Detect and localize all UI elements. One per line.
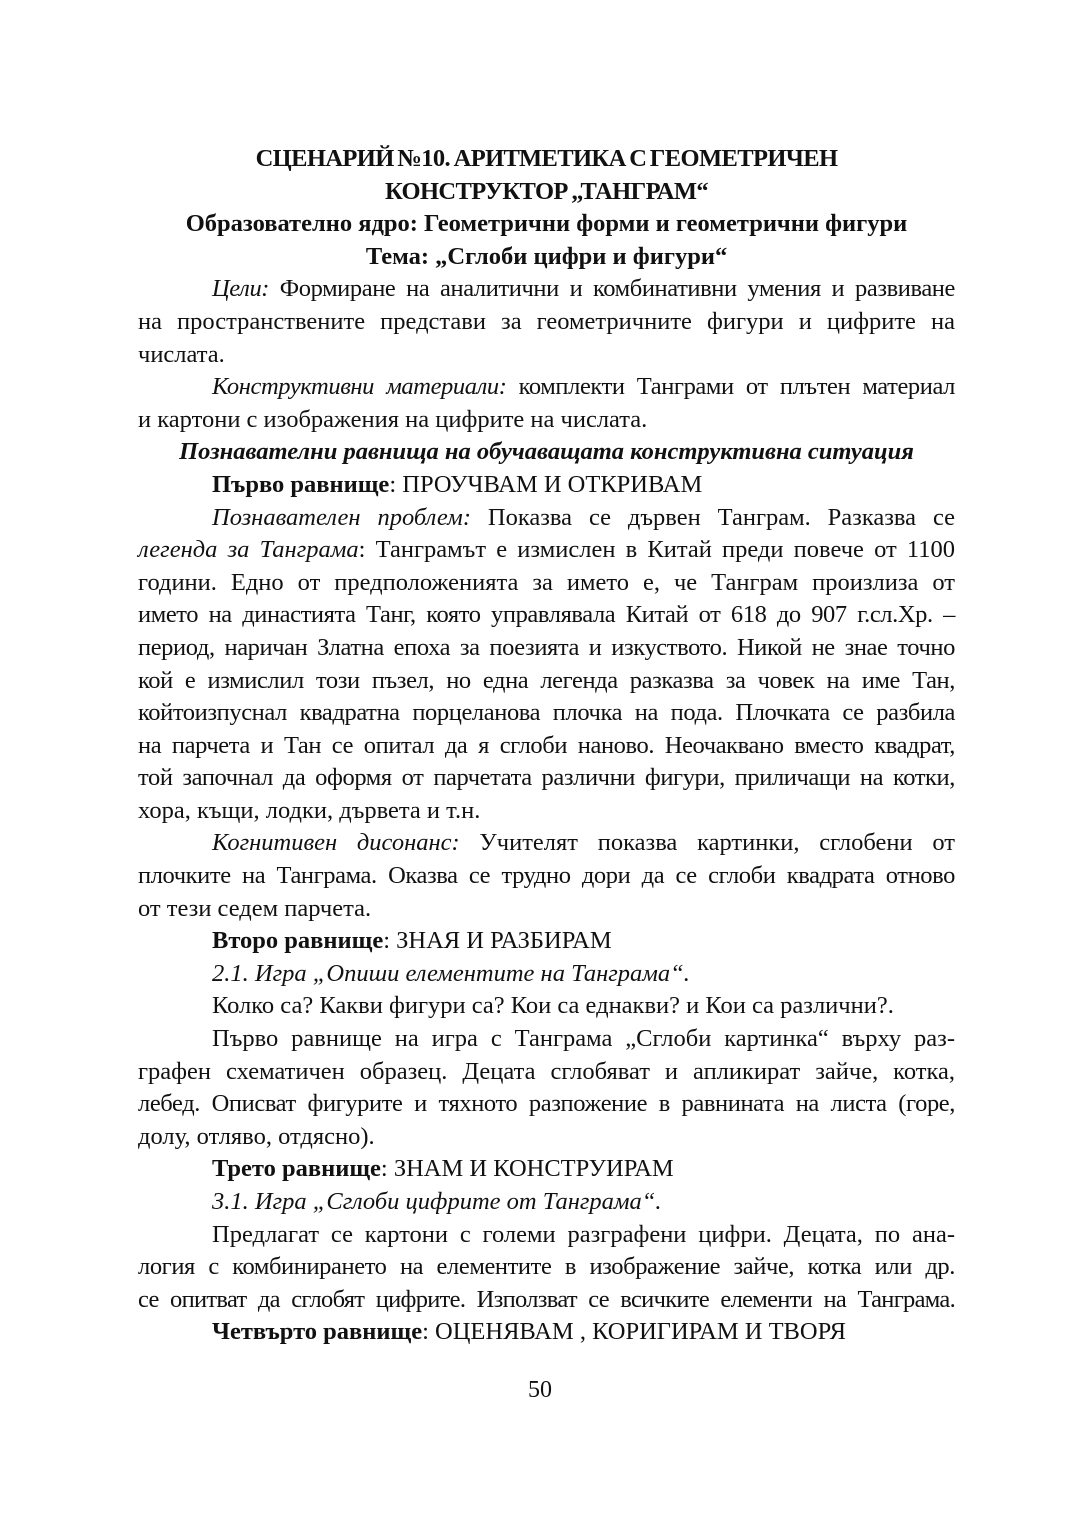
problem-text: Показва се дървен Танграм. Разказва се (470, 503, 955, 531)
level-1-line-10: хора, къщи, лодки, дървета и т.н. (138, 796, 481, 824)
educational-core-heading: Образователно ядро: Геометрични форми и геометрични фигури (185, 210, 908, 238)
level-1-value: : ПРОУЧВАМ И ОТКРИВАМ (389, 470, 703, 498)
dissonance-label: Когнитивен дисонанс: (212, 829, 460, 857)
scenario-title-line-2: КОНСТРУКТОР „ТАНГРАМ“ (384, 177, 709, 205)
level-1-heading (138, 469, 955, 502)
level-3-value: : ЗНАМ И КОНСТРУИРАМ (380, 1155, 674, 1183)
materials-line-1 (138, 371, 955, 404)
scenario-title-line-1: СЦЕНАРИЙ №10. АРИТМЕТИКА С ГЕОМЕТРИЧЕН (255, 145, 838, 172)
level-2-para-line-2: графен схематичен образец. Децата сглобяват и апликират зайче, котка, (138, 1057, 955, 1085)
dissonance-line-3: от тези седем парчета. (138, 894, 372, 922)
level-4-value: : ОЦЕНЯВАМ , КОРИГИРАМ И ТВОРЯ (422, 1318, 846, 1346)
level-1-line-3: години. Едно от предположенията за името е, че Танграм произлиза от (138, 568, 955, 596)
level-1-line-9: той започнал да оформя от парчетата различни фигури, приличащи на котки, (138, 764, 955, 792)
materials-label: Конструктивни материали: (212, 373, 507, 401)
legend-label: легенда за Танграма (138, 536, 359, 564)
goals-line-2: на пространствените представи за геометричните фигури и цифрите на (138, 307, 955, 335)
dissonance-line (138, 827, 955, 860)
level-4-label: Четвърто равнище (212, 1318, 423, 1346)
problem-label: Познавателен проблем: (212, 503, 471, 531)
level-4-heading (138, 1316, 955, 1349)
level-2-value: : ЗНАЯ И РАЗБИРАМ (383, 927, 612, 955)
game-2-1-title: 2.1. Игра „Опиши елементите на Танграма“. (212, 959, 690, 987)
game-3-1-title: 3.1. Игра „Сглоби цифрите от Танграма“. (212, 1188, 662, 1215)
level-2-para-line-3: лебед. Описват фигурите и тяхното разпожение в равнината на листа (горе, (138, 1090, 955, 1118)
legend-line (138, 534, 955, 567)
dissonance-line-2: плочките на Танграма. Оказва се трудно дори да се сглоби квадрата отново (138, 862, 955, 890)
cognitive-levels-heading: Познавателни равнища на обучаващата конструктивна ситуация (179, 438, 914, 466)
level-1-line-7: койтоизпуснал квадратна порцеланова плочка на пода. Плочката се разбила (138, 699, 955, 727)
materials-line-2: и картони с изображения на цифрите на числата. (138, 405, 648, 433)
level-2-para-line-4: долу, отляво, отдясно). (138, 1122, 375, 1150)
goals-label: Цели: (212, 275, 270, 303)
level-2-questions: Колко са? Какви фигури са? Кои са еднакви? и Кои са различни?. (212, 992, 894, 1020)
level-2-para-line-1: Първо равнище на игра с Танграма „Сглоби картинка“ върху раз- (212, 1025, 955, 1053)
goals-line-3: числата. (138, 340, 225, 368)
level-2-label: Второ равнище (212, 927, 384, 955)
page-number: 50 (528, 1376, 552, 1403)
theme-heading: Тема: „Сглоби цифри и фигури“ (365, 242, 728, 270)
level-2-heading (138, 925, 955, 958)
level-1-line-6: кой е измислил този пъзел, но една легенда разказва за човек на име Тан, (138, 666, 955, 694)
dissonance-text: Учителят показва картинки, сглобени от (459, 829, 956, 857)
level-1-line-8: на парчета и Тан се опитал да я сглоби наново. Неочаквано вместо квадрат, (138, 731, 955, 759)
page-content (138, 143, 955, 1404)
level-3-heading (138, 1153, 955, 1186)
legend-text: : Танграмът е измислен в Китай преди повече от 1100 (358, 536, 955, 564)
goals-line-1 (138, 273, 955, 306)
level-1-label: Първо равнище (212, 470, 390, 498)
level-3-para-line-1: Предлагат се картони с големи разграфени цифри. Децата, по ана- (212, 1220, 955, 1248)
problem-line (138, 502, 955, 535)
goals-text: Формиране на аналитични и комбинативни умения и развиване (269, 275, 955, 303)
level-3-para-line-2: логия с комбинирането на елементите в изображение зайче, котка или др. (138, 1253, 955, 1281)
level-3-label: Трето равнище (212, 1155, 381, 1183)
materials-text: комплекти Танграми от плътен материал (506, 373, 955, 401)
level-1-line-5: период, наричан Златна епоха за поезията и изкуството. Никой не знае точно (138, 633, 955, 661)
level-3-para-line-3: се опитват да сглобят цифрите. Използват се всичките елементи на Танграма. (138, 1285, 955, 1313)
level-1-line-4: името на династията Танг, която управлявала Китай от 618 до 907 г.сл.Хр. – (138, 601, 955, 629)
